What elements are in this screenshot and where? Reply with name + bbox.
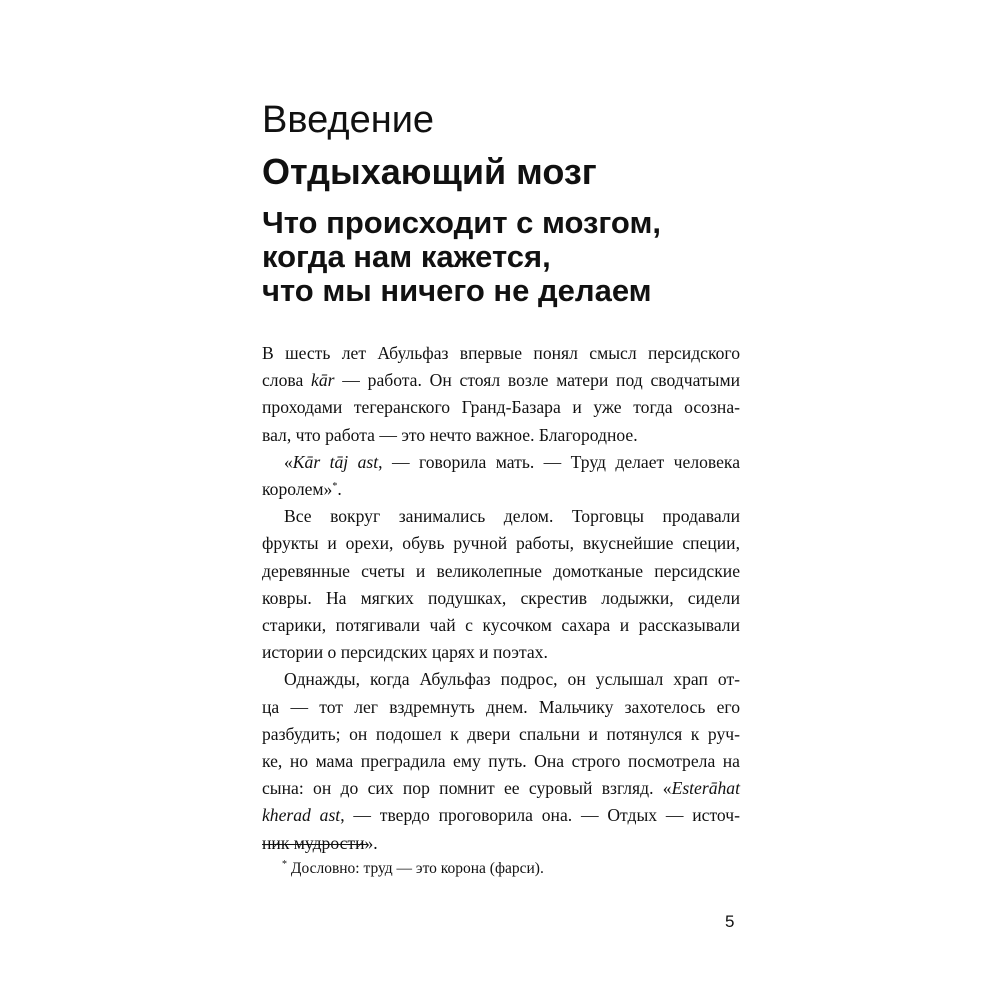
- subtitle-line: когда нам кажется,: [262, 239, 551, 274]
- subtitle-line: что мы ничего не делаем: [262, 273, 652, 308]
- text-line: ковры. На мягких подушках, скрестив лодыжки, сидели: [262, 587, 740, 608]
- text-line: деревянные счеты и великолепные домотканые персидские: [262, 560, 740, 581]
- subtitle-line: Что происходит с мозгом,: [262, 205, 662, 240]
- chapter-heading: [262, 92, 822, 196]
- text-run: королем»: [262, 479, 333, 500]
- text-line: [262, 775, 740, 802]
- page-number: 5: [725, 912, 735, 931]
- footnote-marker: *: [282, 859, 287, 870]
- text-run: , — твердо проговорила она. — Отдых — источ-: [340, 805, 740, 826]
- text-line: Все вокруг занимались делом. Торговцы продавали: [284, 506, 740, 527]
- text-run: , — говорила мать. — Труд делает человека: [378, 451, 741, 472]
- text-line: разбудить; он подошел к двери спальни и потянулся к руч-: [262, 723, 740, 744]
- footnote: [282, 857, 544, 881]
- text-line: фрукты и орехи, обувь ручной работы, вкуснейшие специи,: [262, 533, 740, 554]
- text-line: [262, 367, 740, 394]
- italic-phrase: Kār tāj ast: [292, 451, 379, 472]
- italic-word: kār: [311, 370, 335, 391]
- text-line: [262, 449, 740, 476]
- text-run: .: [337, 479, 342, 500]
- text-run: — работа. Он стоял возле матери под сводчатыми: [334, 370, 740, 391]
- body-text: [262, 340, 740, 857]
- text-line: проходами тегеранского Гранд-Базара и уже тогда осозна-: [262, 397, 740, 418]
- chapter-title: Отдыхающий мозг: [262, 151, 597, 192]
- text-line: ник мудрости».: [262, 832, 378, 853]
- text-line: ца — тот лег вздремнуть днем. Мальчику захотелось его: [262, 696, 740, 717]
- text-line: Однажды, когда Абульфаз подрос, он услышал храп от-: [284, 669, 740, 690]
- footnote-divider: [262, 844, 368, 845]
- footnote-marker: *: [332, 481, 338, 493]
- paragraph: [262, 340, 740, 449]
- section-label: Введение: [262, 99, 435, 141]
- text-line: [262, 802, 740, 829]
- text-line: истории о персидских царях и поэтах.: [262, 642, 548, 663]
- text-run: «: [284, 451, 293, 472]
- text-run: сына: он до сих пор помнит ее суровый взгляд. «: [262, 778, 672, 799]
- text-line: [262, 476, 740, 503]
- text-line: старики, потягивали чай с кусочком сахара и рассказывали: [262, 615, 740, 636]
- text-run: слова: [262, 370, 312, 391]
- text-line: вал, что работа — это нечто важное. Благородное.: [262, 424, 638, 445]
- chapter-subtitle: [262, 206, 782, 308]
- paragraph: [262, 449, 740, 503]
- italic-phrase: kherad ast: [262, 805, 341, 826]
- paragraph: [262, 666, 740, 856]
- footnote-text: Дословно: труд — это корона (фарси).: [290, 860, 544, 877]
- paragraph: [262, 503, 740, 666]
- text-line: В шесть лет Абульфаз впервые понял смысл персидского: [262, 343, 740, 363]
- italic-word: Esterāhat: [671, 778, 740, 799]
- text-line: ке, но мама преградила ему путь. Она строго посмотрела на: [262, 751, 740, 772]
